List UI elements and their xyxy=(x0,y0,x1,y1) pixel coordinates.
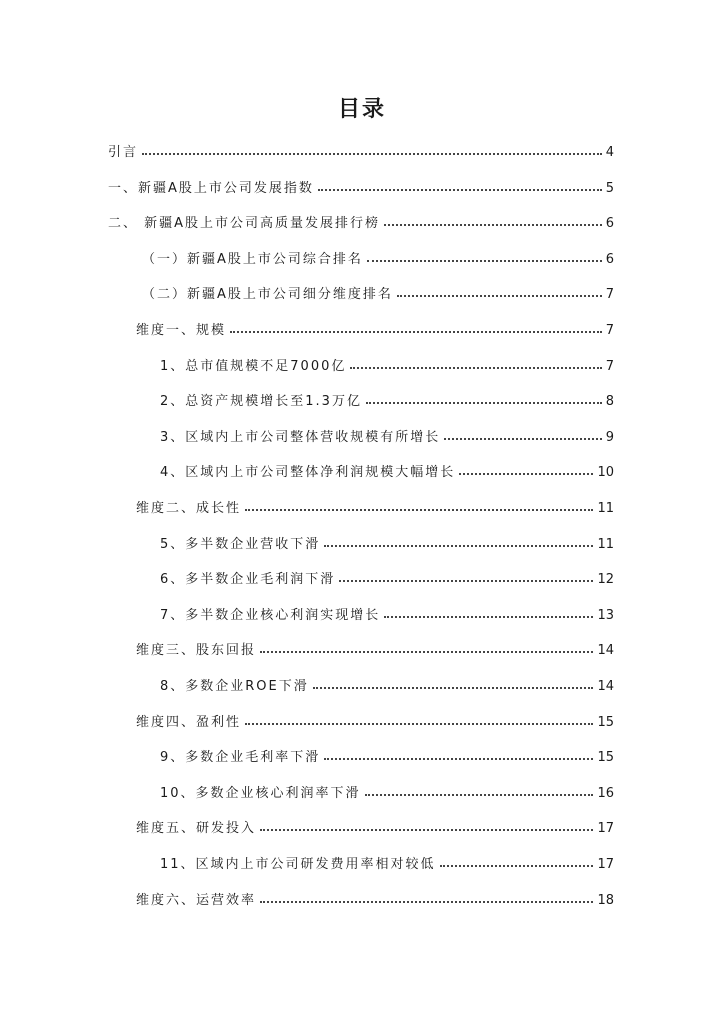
toc-entry[interactable] xyxy=(108,138,614,160)
toc-entry[interactable] xyxy=(160,352,614,374)
toc-entry[interactable] xyxy=(136,636,614,658)
toc-entry[interactable] xyxy=(136,494,614,516)
toc-entry-label: 1、总市值规模不足7000亿 xyxy=(160,358,347,374)
toc-dot-leader xyxy=(384,224,602,226)
toc-entry[interactable] xyxy=(160,743,614,765)
toc-entry-label: 5、多半数企业营收下滑 xyxy=(160,536,321,552)
toc-entry-label: 维度五、研发投入 xyxy=(136,821,257,837)
toc-entry[interactable] xyxy=(136,886,614,908)
toc-entry[interactable] xyxy=(160,423,614,445)
toc-dot-leader xyxy=(318,189,602,191)
toc-dot-leader xyxy=(142,153,602,155)
toc-entry-label: 维度六、运营效率 xyxy=(136,892,257,908)
toc-entry-label: 二、 新疆A股上市公司高质量发展排行榜 xyxy=(108,216,381,232)
toc-dot-leader xyxy=(230,331,602,333)
toc-entry-label: 7、多半数企业核心利润实现增长 xyxy=(160,607,381,623)
toc-entry[interactable] xyxy=(160,565,614,587)
toc-page-number: 6 xyxy=(605,216,614,232)
toc-page-number: 17 xyxy=(597,821,614,837)
toc-entry[interactable] xyxy=(136,316,614,338)
toc-entry[interactable] xyxy=(108,174,614,196)
toc-dot-leader xyxy=(440,865,594,867)
toc-dot-leader xyxy=(260,651,593,653)
toc-dot-leader xyxy=(366,402,602,404)
toc-entry[interactable] xyxy=(142,245,614,267)
toc-dot-leader xyxy=(367,260,602,262)
toc-title: 目录 xyxy=(337,97,386,122)
toc-dot-leader xyxy=(245,723,593,725)
toc-entry-label: 一、新疆A股上市公司发展指数 xyxy=(108,180,314,196)
toc-dot-leader xyxy=(313,687,594,689)
toc-entry-label: （一）新疆A股上市公司综合排名 xyxy=(142,251,363,267)
toc-entry-label: 维度三、股东回报 xyxy=(136,643,257,659)
toc-entry-label: 维度四、盈利性 xyxy=(136,714,242,730)
toc-entry[interactable] xyxy=(136,708,614,730)
toc-entry-label: 维度二、成长性 xyxy=(136,501,242,516)
toc-entry[interactable] xyxy=(142,280,614,302)
toc-entry-label: 维度一、规模 xyxy=(136,323,227,338)
toc-page-number: 16 xyxy=(597,785,614,801)
toc-entry[interactable] xyxy=(136,814,614,836)
toc-entry-label: 4、区域内上市公司整体净利润规模大幅增长 xyxy=(160,465,456,481)
toc-page-number: 7 xyxy=(605,358,614,374)
toc-page-number: 15 xyxy=(597,750,614,766)
toc-page-number: 10 xyxy=(597,465,614,481)
toc-page-number: 6 xyxy=(605,251,614,267)
toc-page-number: 11 xyxy=(597,501,614,516)
toc-page-number: 12 xyxy=(597,572,614,588)
toc-page-number: 15 xyxy=(597,714,614,730)
toc-entry[interactable] xyxy=(160,530,614,552)
toc-entry-label: 6、多半数企业毛利润下滑 xyxy=(160,572,336,588)
toc-dot-leader xyxy=(324,545,593,547)
toc-entry-label: 11、区域内上市公司研发费用率相对较低 xyxy=(160,857,436,872)
toc-page-number: 4 xyxy=(605,145,614,160)
toc-dot-leader xyxy=(260,829,593,831)
toc-entry-label: 引言 xyxy=(108,145,139,160)
toc-entry-label: 3、区域内上市公司整体营收规模有所增长 xyxy=(160,429,441,445)
toc-dot-leader xyxy=(324,758,593,760)
toc-entry[interactable] xyxy=(160,387,614,409)
toc-page-number: 11 xyxy=(597,536,614,552)
toc-page-number: 7 xyxy=(605,323,614,338)
toc-page-number: 14 xyxy=(597,643,614,659)
toc-dot-leader xyxy=(365,794,594,796)
toc-entry[interactable] xyxy=(160,458,614,480)
toc-page-number: 8 xyxy=(605,394,614,410)
toc-entry-label: 8、多数企业ROE下滑 xyxy=(160,679,309,694)
toc-entry[interactable] xyxy=(160,672,614,694)
toc-entry[interactable] xyxy=(108,209,614,231)
toc-dot-leader xyxy=(350,367,601,369)
toc-entry-label: 9、多数企业毛利率下滑 xyxy=(160,750,321,766)
toc-dot-leader xyxy=(397,295,602,297)
toc-dot-leader xyxy=(459,473,593,475)
toc-page-number: 18 xyxy=(597,892,614,908)
toc-dot-leader xyxy=(339,580,593,582)
toc-page-number: 5 xyxy=(605,180,614,196)
toc-dot-leader xyxy=(245,509,593,511)
toc-entry[interactable] xyxy=(160,779,614,801)
toc-entry[interactable] xyxy=(160,850,614,872)
toc-page-number: 9 xyxy=(605,429,614,445)
toc-entry-label: 10、多数企业核心利润率下滑 xyxy=(160,785,361,801)
toc-entry-label: （二）新疆A股上市公司细分维度排名 xyxy=(142,287,393,303)
toc-entry[interactable] xyxy=(160,601,614,623)
toc-dot-leader xyxy=(444,438,601,440)
toc-dot-leader xyxy=(384,616,593,618)
toc-entry-label: 2、总资产规模增长至1.3万亿 xyxy=(160,394,362,410)
toc-dot-leader xyxy=(260,901,593,903)
toc-page-number: 13 xyxy=(597,607,614,623)
toc-page-number: 7 xyxy=(605,287,614,303)
toc-page-number: 14 xyxy=(597,679,614,694)
toc-page-number: 17 xyxy=(597,857,614,872)
